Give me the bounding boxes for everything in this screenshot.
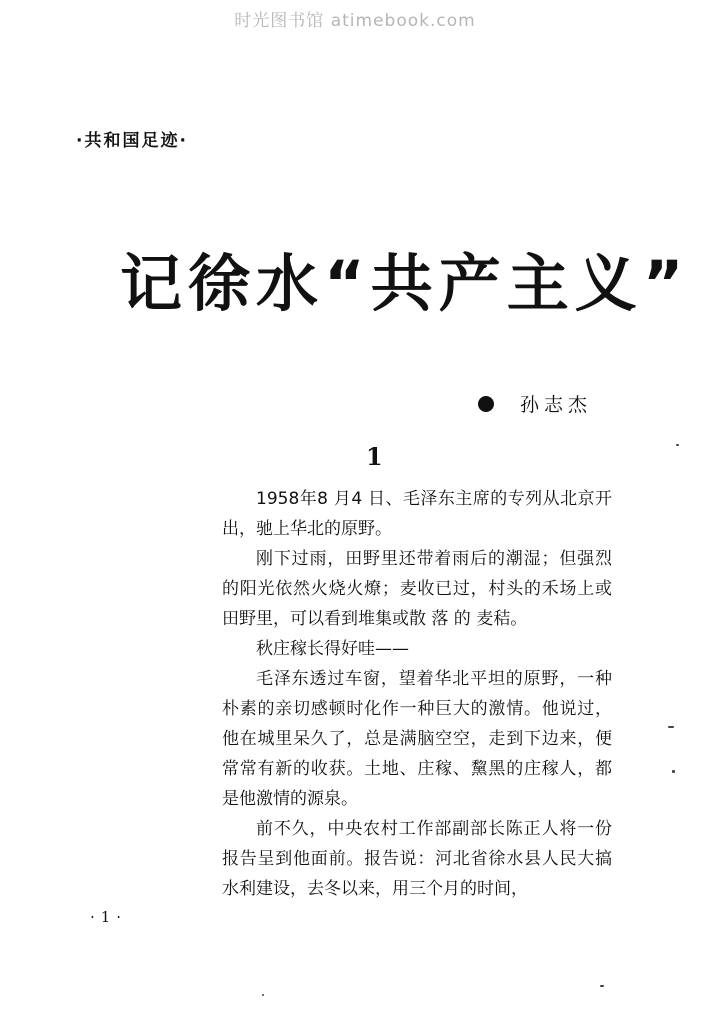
scan-speck (262, 994, 264, 996)
paragraph: 前不久，中央农村工作部副部长陈正人将一份报告呈到他面前。报告说：河北省徐水县人民大搞水利建设，去冬以来，用三个月的时间， (222, 819, 612, 899)
scan-speck (600, 985, 604, 987)
page-title: 记徐水“共产主义” (120, 247, 690, 320)
page-number: ·1· (90, 908, 128, 926)
scan-speck (668, 726, 674, 728)
column-label: ·共和国足迹· (76, 131, 188, 151)
scan-speck (672, 770, 675, 773)
paragraph: 1958年8 月4 日、毛泽东主席的专列从北京开出，驰上华北的原野。 (222, 489, 612, 539)
watermark: 时光图书馆 atimebook.com (234, 11, 476, 31)
author-name: 孙志杰 (520, 394, 593, 416)
paragraph: 毛泽东透过车窗，望着华北平坦的原野，一种朴素的亲切感顿时化作一种巨大的激情。他说过，他在城里呆久了，总是满脑空空，走到下边来，便常常有新的收获。土地、庄稼、黧黑的庄稼人，都是他激情的源泉。 (222, 669, 612, 809)
bullet-dot-icon (478, 396, 494, 412)
paragraph: 秋庄稼长得好哇—— (256, 639, 409, 659)
paragraph: 刚下过雨，田野里还带着雨后的潮湿；但强烈的阳光依然火烧火燎；麦收已过，村头的禾场上或田野里，可以看到堆集或散 落 的 麦秸。 (222, 549, 612, 629)
author-row (478, 390, 592, 417)
scan-speck (676, 444, 679, 446)
section-number: 1 (366, 442, 383, 471)
body-text (222, 484, 612, 904)
